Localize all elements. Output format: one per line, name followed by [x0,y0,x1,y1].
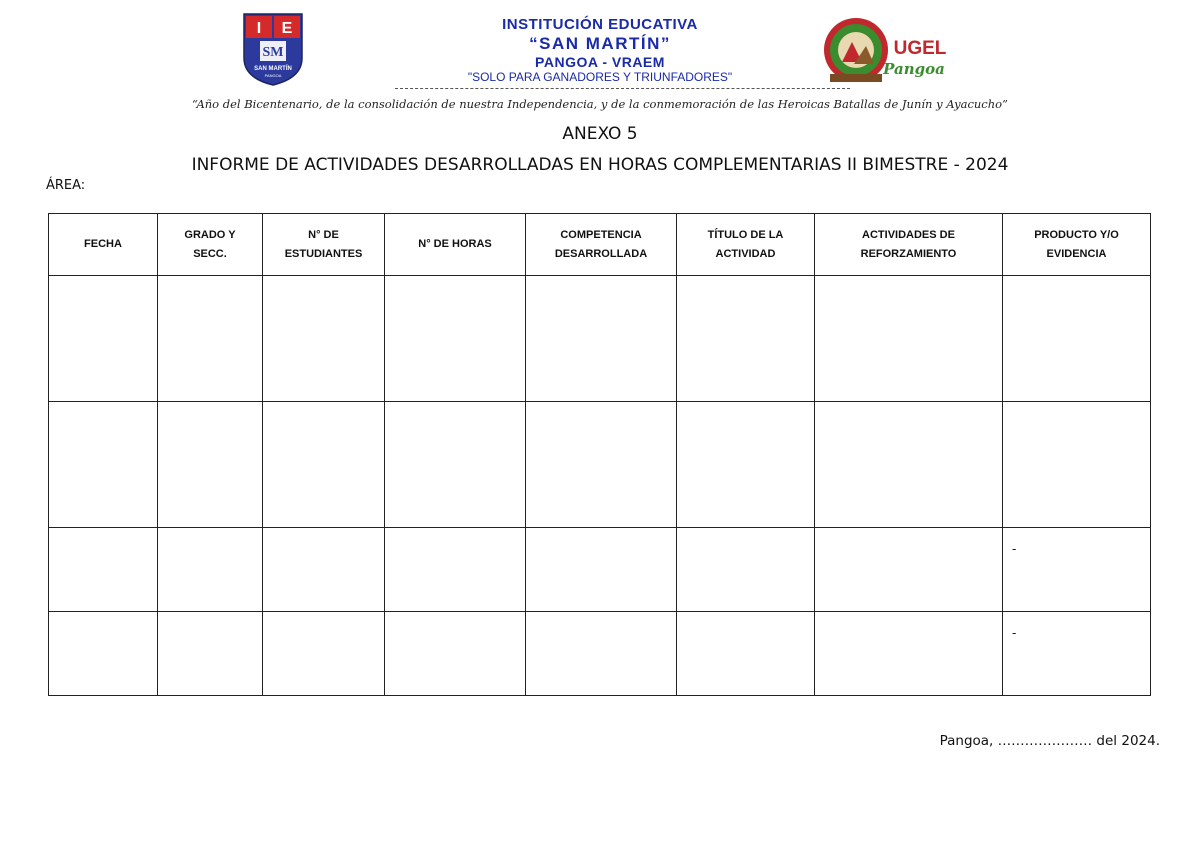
school-name: “SAN MARTÍN” [529,34,671,53]
table-row [49,402,1151,528]
table-cell [158,528,263,612]
table-cell [263,402,385,528]
ugel-brand-text: UGEL [893,38,947,59]
table-cell [263,528,385,612]
shield-caption: SAN MARTÍN [254,66,292,72]
shield-letter-right: E [281,20,293,37]
table-cell [677,612,815,696]
table-cell [263,276,385,402]
table-cell [677,276,815,402]
table-cell [526,528,677,612]
ugel-logo [822,16,954,88]
table-cell [677,528,815,612]
column-header-producto-evidencia: PRODUCTO Y/O EVIDENCIA [1003,214,1151,276]
ugel-place-text: Pangoa [883,60,945,78]
evidence-dash: - [1012,626,1017,640]
table-cell [49,402,158,528]
area-label: ÁREA: [46,178,86,193]
table-cell [815,276,1003,402]
table-header-row [49,214,1151,276]
institution-label: INSTITUCIÓN EDUCATIVA [502,16,698,33]
column-header-competencia: COMPETENCIA DESARROLLADA [526,214,677,276]
table-cell [49,276,158,402]
table-cell [677,402,815,528]
table-cell [385,528,526,612]
table-row [49,528,1151,612]
annex-label: ANEXO 5 [562,124,638,144]
column-header-num-horas: N° DE HORAS [385,214,526,276]
table-row [49,612,1151,696]
activities-table [48,213,1151,696]
closing-date-line: Pangoa, ………………… del 2024. [939,733,1160,749]
column-header-actividades-reforzamiento: ACTIVIDADES DE REFORZAMIENTO [815,214,1003,276]
table-cell [526,402,677,528]
table-cell [158,402,263,528]
column-header-num-estudiantes: N° DE ESTUDIANTES [263,214,385,276]
table-cell [1003,528,1151,612]
column-header-grado-secc: GRADO Y SECC. [158,214,263,276]
evidence-dash: - [1012,542,1017,556]
shield-monogram: SM [262,45,284,60]
table-row [49,276,1151,402]
table-cell [385,402,526,528]
school-shield-logo [240,12,306,86]
column-header-fecha: FECHA [49,214,158,276]
institution-header [390,16,810,84]
header-divider [395,88,850,89]
table-cell [526,276,677,402]
column-header-titulo-actividad: TÍTULO DE LA ACTIVIDAD [677,214,815,276]
year-motto: “Año del Bicentenario, de la consolidación de nuestra Independencia, y de la conmemoración de las Heroicas Batallas de Junín y Ayacucho” [192,97,1008,111]
table-cell [815,612,1003,696]
table-cell [815,528,1003,612]
table-cell [1003,612,1151,696]
table-cell [815,402,1003,528]
shield-letter-left: I [256,20,262,37]
school-motto: "SOLO PARA GANADORES Y TRIUNFADORES" [467,70,733,84]
table-cell [49,612,158,696]
table-cell [158,612,263,696]
table-cell [158,276,263,402]
table-cell [526,612,677,696]
shield-sub-caption: PANGOA [264,73,282,78]
table-cell [385,612,526,696]
table-cell [385,276,526,402]
document-title: INFORME DE ACTIVIDADES DESARROLLADAS EN HORAS COMPLEMENTARIAS II BIMESTRE - 2024 [191,155,1009,175]
table-cell [1003,276,1151,402]
table-cell [263,612,385,696]
school-location: PANGOA - VRAEM [535,54,665,70]
table-cell [49,528,158,612]
table-cell [1003,402,1151,528]
